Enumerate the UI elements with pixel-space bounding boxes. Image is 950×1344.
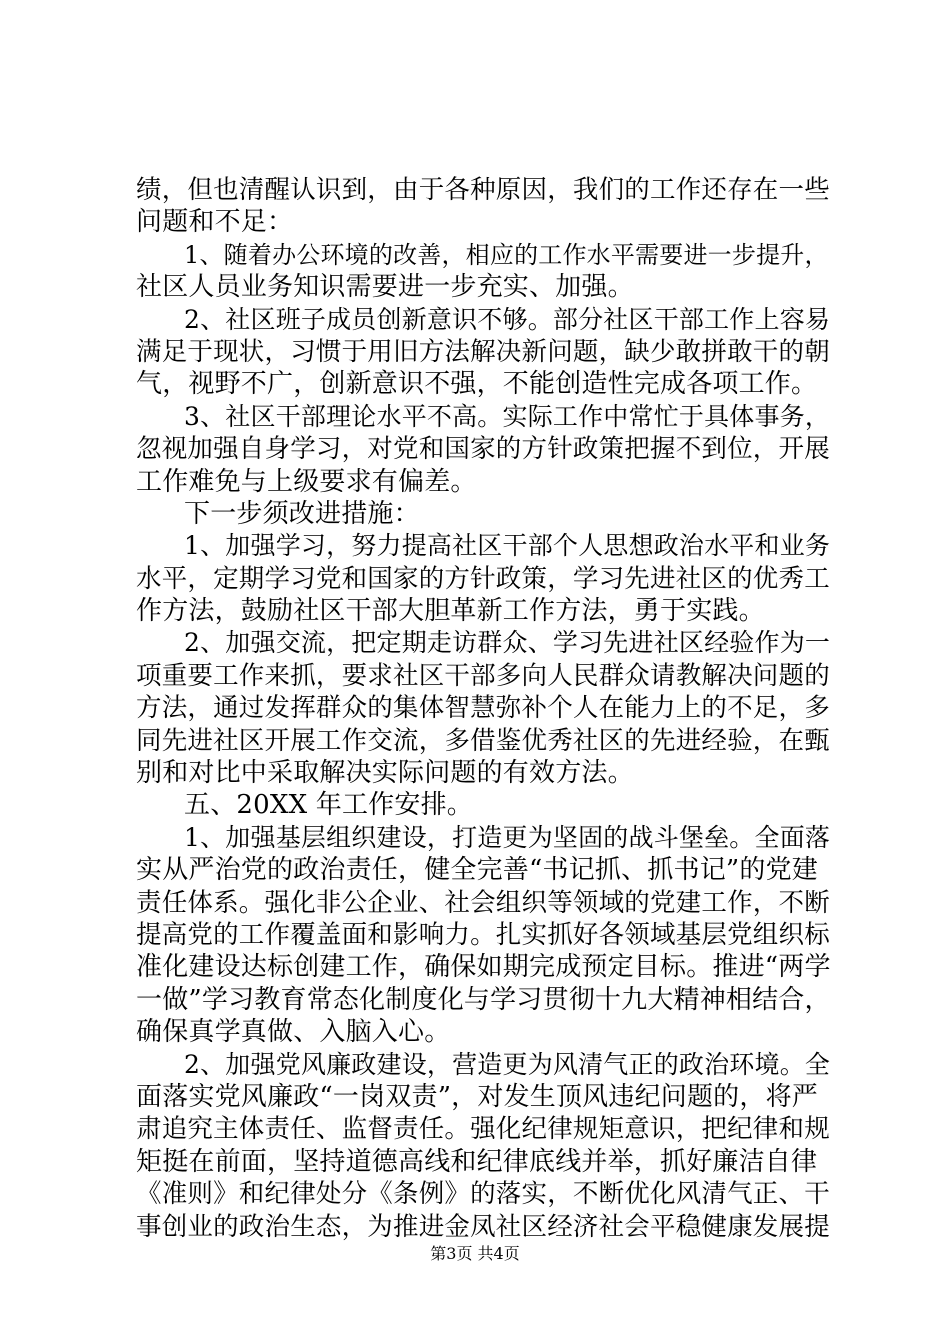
text-line: 准化建设达标创建工作，确保如期完成预定目标。推进“两学: [136, 952, 831, 983]
text-line: 绩，但也清醒认识到，由于各种原因，我们的工作还存在一些: [136, 175, 830, 205]
text-line: 2、加强交流，把定期走访群众、学习先进社区经验作为一: [184, 628, 831, 658]
text-line: 3、社区干部理论水平不高。实际工作中常忙于具体事务，: [184, 401, 831, 431]
text-line: 肃追究主体责任、监督责任。强化纪律规矩意识，把纪律和规: [136, 1114, 830, 1145]
text-line: 一做”学习教育常态化制度化与学习贯彻十九大精神相结合，: [136, 984, 831, 1015]
document-body: [136, 174, 836, 1243]
text-line: 作方法，鼓励社区干部大胆革新工作方法，勇于实践。: [136, 596, 765, 627]
page-number-footer: 第3页 共4页: [430, 1244, 520, 1263]
text-line: 工作难免与上级要求有偏差。: [136, 466, 477, 497]
text-line: 1、加强基层组织建设，打造更为坚固的战斗堡垒。全面落: [184, 822, 831, 852]
text-line: 实从严治党的政治责任，健全完善“书记抓、抓书记”的党建: [136, 855, 818, 886]
text-line: 事创业的政治生态，为推进金凤社区经济社会平稳健康发展提: [136, 1211, 830, 1242]
text-line: 五、20XX 年工作安排。: [184, 790, 473, 821]
text-line: 2、加强党风廉政建设，营造更为风清气正的政治环境。全: [184, 1049, 831, 1079]
text-line: 问题和不足：: [136, 207, 294, 238]
text-line: 2、社区班子成员创新意识不够。部分社区干部工作上容易: [184, 304, 831, 334]
text-line: 忽视加强自身学习，对党和国家的方针政策把握不到位，开展: [136, 434, 830, 465]
text-line: 面落实党风廉政“一岗双责”，对发生顶风违纪问题的，将严: [136, 1081, 818, 1112]
text-line: 水平，定期学习党和国家的方针政策，学习先进社区的优秀工: [136, 563, 830, 594]
text-line: 方法，通过发挥群众的集体智慧弥补个人在能力上的不足，多: [136, 693, 830, 724]
text-line: 提高党的工作覆盖面和影响力。扎实抓好各领域基层党组织标: [136, 919, 830, 950]
text-line: 别和对比中采取解决实际问题的有效方法。: [136, 758, 634, 789]
text-line: 矩挺在前面，坚持道德高线和纪律底线并举，抓好廉洁自律: [136, 1146, 818, 1177]
text-line: 1、随着办公环境的改善，相应的工作水平需要进一步提升，: [184, 240, 829, 269]
text-line: 满足于现状，习惯于用旧方法解决新问题，缺少敢拼敢干的朝: [136, 336, 830, 367]
text-line: 项重要工作来抓，要求社区干部多向人民群众请教解决问题的: [136, 660, 830, 691]
text-line: 责任体系。强化非公企业、社会组织等领域的党建工作，不断: [136, 887, 830, 918]
text-line: 社区人员业务知识需要进一步充实、加强。: [136, 272, 634, 303]
text-line: 气，视野不广，创新意识不强，不能创造性完成各项工作。: [136, 369, 818, 400]
text-line: 同先进社区开展工作交流，多借鉴优秀社区的先进经验，在甄: [136, 725, 830, 756]
text-line: 下一步须改进措施：: [184, 498, 420, 529]
text-line: 确保真学真做、入脑入心。: [136, 1017, 451, 1048]
text-line: 1、加强学习，努力提高社区干部个人思想政治水平和业务: [184, 531, 831, 561]
text-line: 《准则》和纪律处分《条例》的落实，不断优化风清气正、干: [136, 1179, 830, 1210]
